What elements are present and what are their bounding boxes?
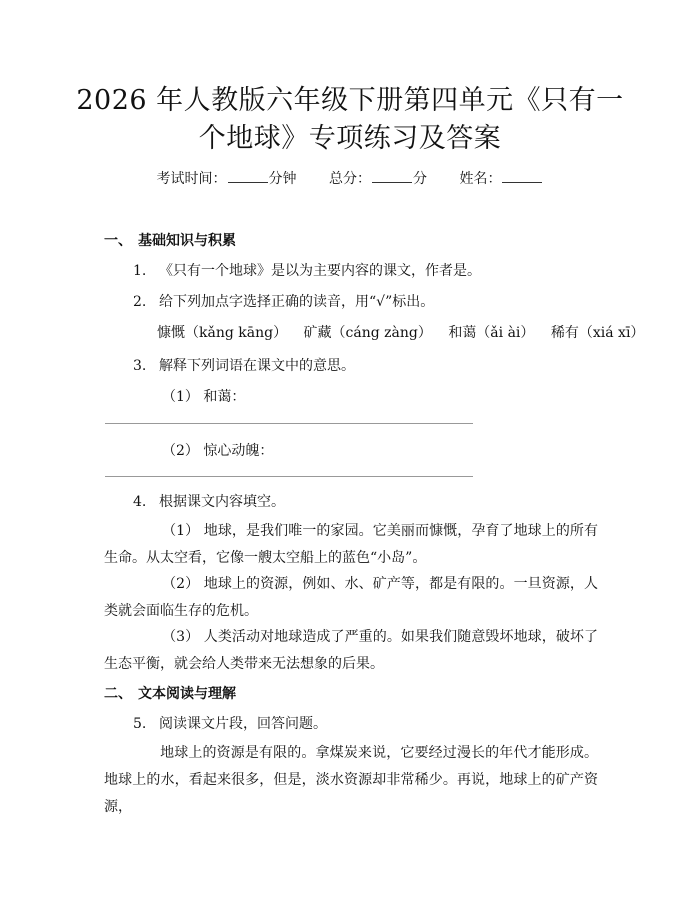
question-5-number: 5. — [133, 716, 147, 732]
question-4-item-2-text: （2） 地球上的资源，例如、水、矿产等，都是有限的。一旦资源，人类就会面临生存的危机。 — [104, 576, 598, 619]
exam-time-field — [157, 171, 301, 187]
question-4 — [133, 492, 285, 512]
answer-line-1 — [105, 423, 473, 424]
total-score-unit: 分 — [413, 171, 427, 187]
exam-info — [0, 168, 700, 189]
document-title-line1: 2026 年人教版六年级下册第四单元《只有一 — [76, 85, 624, 116]
total-score-blank — [372, 168, 412, 183]
exam-time-unit: 分钟 — [268, 171, 297, 187]
question-3-text: 解释下列词语在课文中的意思。 — [159, 358, 355, 374]
question-3-sub-1: （1） 和蔼： — [162, 389, 246, 405]
question-2 — [133, 292, 434, 312]
pinyin-word-3: 和蔼（ǎi ài） — [448, 325, 535, 341]
question-4-text: 根据课文内容填空。 — [159, 494, 285, 510]
question-3-number: 3. — [133, 358, 147, 374]
question-1 — [133, 261, 481, 281]
question-4-item-1 — [104, 518, 598, 572]
name-blank — [502, 168, 542, 183]
total-score-label: 总分： — [329, 171, 371, 187]
section-2-number: 二、 — [104, 686, 132, 702]
question-4-item-2 — [104, 571, 598, 625]
section-heading-1 — [104, 230, 236, 250]
question-3-sub-2: （2） 惊心动魄： — [162, 443, 274, 459]
pinyin-word-2: 矿藏（cáng zàng） — [303, 325, 432, 341]
name-field — [459, 171, 543, 187]
question-4-item-1-text: （1） 地球，是我们唯一的家园。它美丽而慷慨，孕育了地球上的所有生命。从太空看，它像一艘太空船上的蓝色“小岛”。 — [104, 523, 598, 566]
pinyin-choices — [157, 323, 656, 343]
question-5 — [133, 714, 327, 734]
question-4-item-3 — [104, 624, 598, 678]
exam-time-label: 考试时间： — [156, 171, 227, 187]
pinyin-word-1: 慷慨（kǎng kāng） — [157, 325, 288, 341]
question-2-text: 给下列加点字选择正确的读音，用“√”标出。 — [159, 294, 435, 310]
section-2-title: 文本阅读与理解 — [138, 686, 236, 702]
question-4-number: 4. — [133, 494, 147, 510]
name-label: 姓名： — [459, 171, 502, 187]
pinyin-word-4: 稀有（xiá xī） — [550, 325, 645, 341]
question-2-number: 2. — [133, 294, 147, 310]
question-4-item-3-text: （3） 人类活动对地球造成了严重的。如果我们随意毁坏地球，破坏了生态平衡，就会给人类带来无法想象的后果。 — [104, 629, 598, 672]
section-heading-2 — [104, 683, 236, 703]
total-score-field — [329, 171, 431, 187]
document-title-line2: 个地球》专项练习及答案 — [198, 123, 502, 154]
reading-passage-text: 地球上的资源是有限的。拿煤炭来说，它要经过漫长的年代才能形成。地球上的水，看起来很多，但是，淡水资源却非常稀少。再说，地球上的矿产资源， — [104, 745, 598, 815]
section-1-number: 一、 — [104, 233, 132, 249]
exam-time-blank — [228, 168, 268, 183]
question-5-text: 阅读课文片段，回答问题。 — [159, 716, 327, 732]
question-1-number: 1. — [133, 263, 147, 279]
question-3 — [133, 356, 355, 376]
reading-passage — [104, 740, 598, 821]
question-1-text: 《只有一个地球》是以为主要内容的课文，作者是。 — [159, 263, 481, 279]
answer-line-2 — [105, 476, 473, 477]
section-1-title: 基础知识与积累 — [138, 233, 236, 249]
